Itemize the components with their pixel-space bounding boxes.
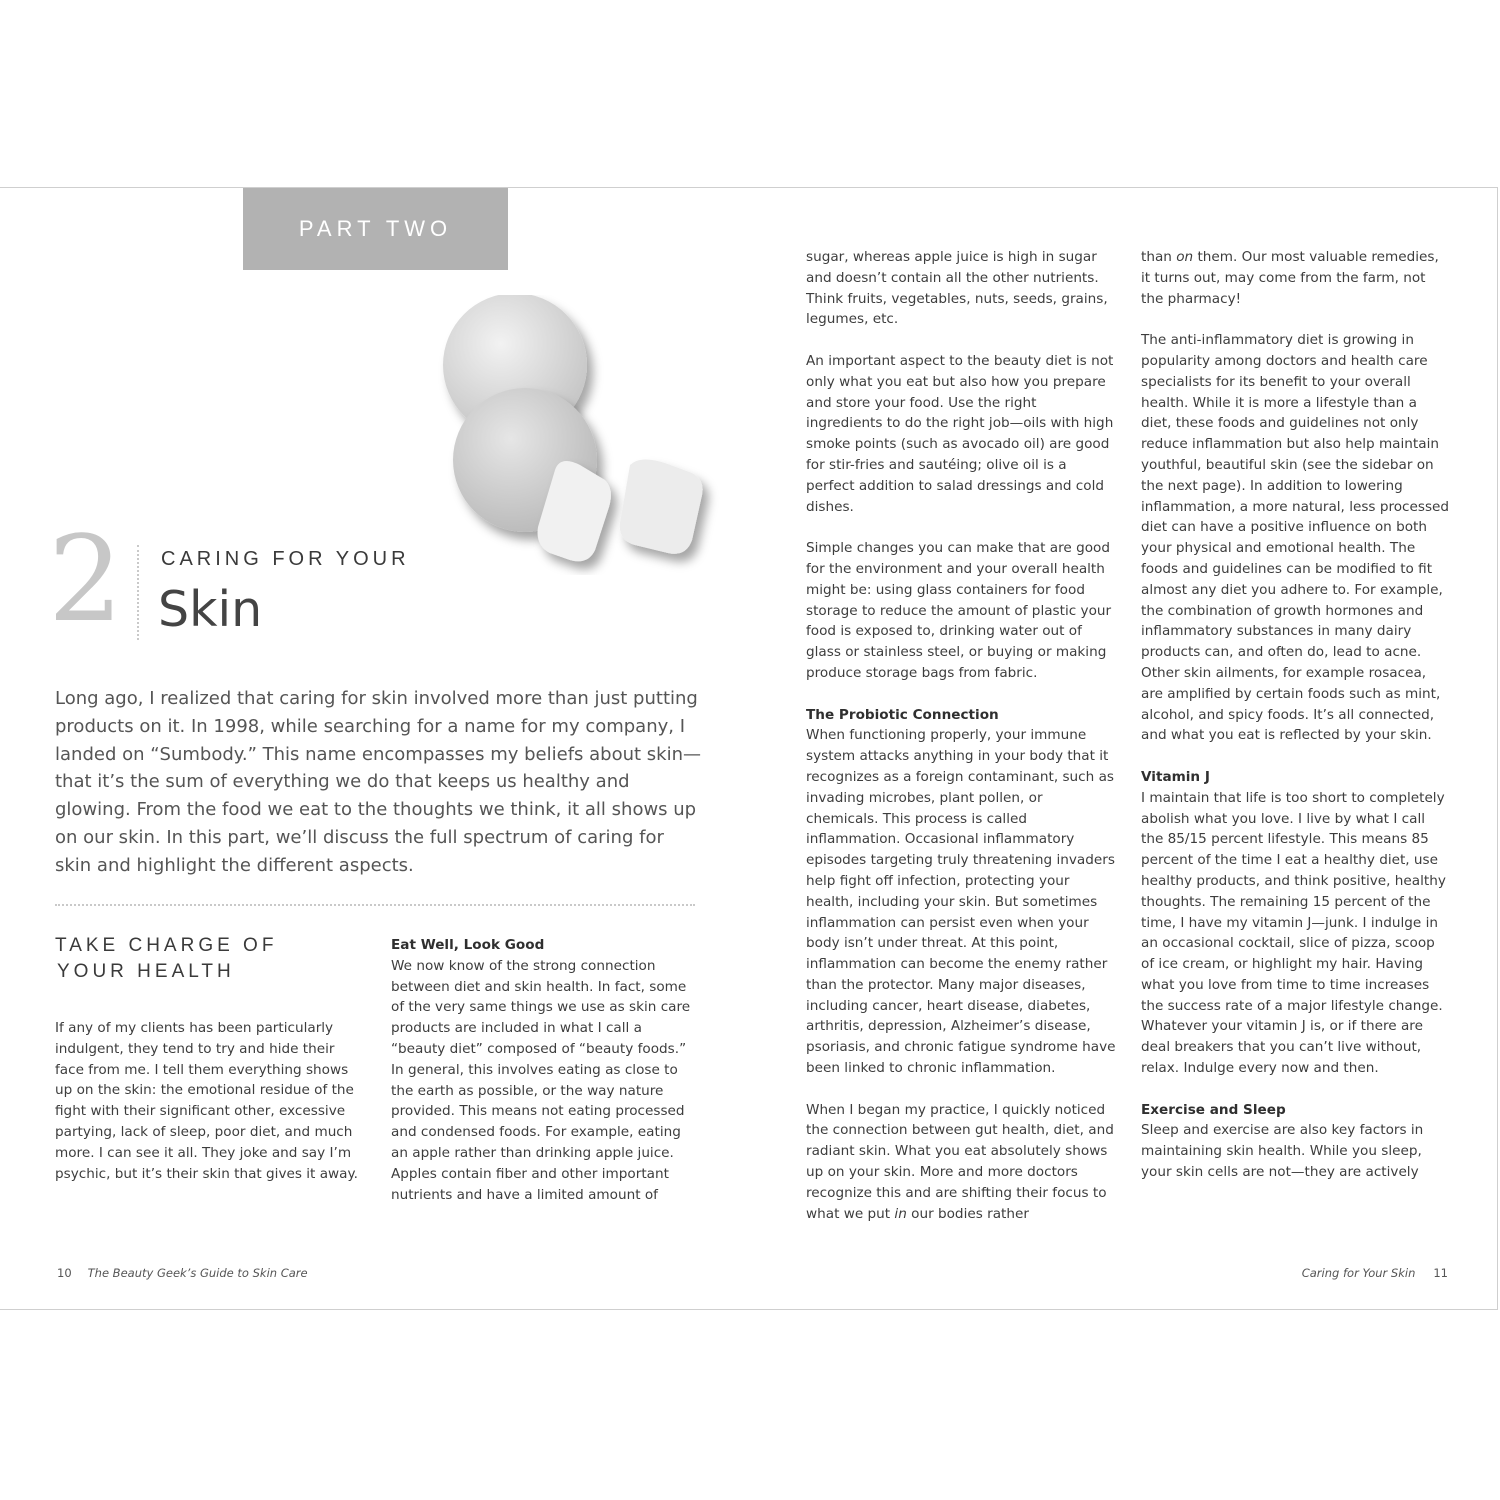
column-2 [391, 935, 696, 1226]
subheading-probiotic: The Probiotic Connection [806, 706, 999, 723]
paragraph: We now know of the strong connection between diet and skin health. In fact, some of the very same things we use as skin care products are included in what I call a “beauty diet” composed of “beauty foods.” In general, this involves eating as close to the earth as possible, or the way nature provided. This means not eating processed and condensed foods. For example, eating an apple rather than drinking apple juice. Apples contain fiber and other important nutrients and have a limited amount of [391, 957, 691, 1203]
paragraph: If any of my clients has been particularly indulgent, they tend to try and hide their face from me. I tell them everything shows up on the skin: the emotional residue of the fight with their significant other, excessive partying, lack of sleep, poor diet, and much more. I can see it all. They joke and say I’m psychic, but it’s their skin that gives it away. [55, 1020, 358, 1182]
running-title-left: The Beauty Geek’s Guide to Skin Care [87, 1266, 308, 1280]
paragraph: than on them. Our most valuable remedies, it turns out, may come from the farm, not the pharmacy! [1141, 249, 1439, 307]
paragraph: Sleep and exercise are also key factors in maintaining skin health. While you sleep, your skin cells are not—they are actively [1141, 1122, 1424, 1181]
section-title [55, 933, 355, 985]
subheading-eat-well: Eat Well, Look Good [391, 937, 545, 953]
paragraph: Simple changes you can make that are good for the environment and your overall health might be: using glass containers for food storage to reduce the amount of plastic your food is exposed to, drinking water out of glass or stainless steel, or buying or making produce storage bags from fabric. [806, 540, 1112, 681]
section-title-line1: TAKE CHARGE OF [55, 935, 278, 956]
footer-right [1302, 1266, 1448, 1280]
sponges-photo [430, 295, 730, 575]
subheading-exercise-sleep: Exercise and Sleep [1141, 1101, 1286, 1118]
running-title-right: Caring for Your Skin [1301, 1266, 1416, 1280]
paragraph: An important aspect to the beauty diet is not only what you eat but also how you prepare and store your food. Use the right ingredients to do the right job—oils with high smoke points (such as avocado oil) are good for stir-fries and sautéing; olive oil is a perfect addition to salad dressings and cold dishes. [806, 352, 1114, 515]
paragraph: The anti-inflammatory diet is growing in popularity among doctors and health care specialists for its benefit to your overall health. While it is more a lifestyle than a diet, these foods and guidelines not only reduce inflammation but also help maintain youthful, beautiful skin (see the sidebar on the next page). In addition to lowering inflammation, a more natural, less processed diet can have a positive influence on both your physical and emotional health. The foods and guidelines can be modified to fit almost any diet you adhere to. For example, the combination of growth hormones and inflammatory substances in many dairy products can, and often do, lead to acne. Other skin ailments, for example rosacea, are amplified by certain foods such as mint, alcohol, and spicy foods. It’s all connected, and what you eat is reflected by your skin. [1141, 332, 1450, 744]
column-3 [806, 247, 1116, 1245]
paragraph: When I began my practice, I quickly noticed the connection between gut health, diet, and radiant skin. What you eat absolutely shows up on your skin. More and more doctors recognize this and are shifting their focus to what we put in our bodies rather [806, 1101, 1114, 1222]
chapter-number: 2 [48, 510, 124, 648]
page-number-right: 11 [1433, 1266, 1448, 1280]
paragraph: I maintain that life is too short to completely abolish what you love. I live by what I call the 85/15 percent lifestyle. This means 85 percent of the time I eat a healthy diet, use healthy products, and think positive, healthy thoughts. The remaining 15 percent of the time, I have my vitamin J—junk. I indulge in an occasional cocktail, slice of pizza, scoop of ice cream, or highlight my hair. Having what you love from time to time increases the success rate of a major lifestyle change. Whatever your vitamin J is, or if there are deal breakers that you can’t live without, relax. Indulge every now and then. [1141, 789, 1446, 1077]
footer-left [57, 1266, 308, 1280]
paragraph: When functioning properly, your immune system attacks anything in your body that it recognizes as a foreign contaminant, such as invading microbes, plant pollen, or chemicals. This process is called inflammation. Occasional inflammatory episodes targeting truly threatening invaders help fight off infection, protecting your health, including your skin. But sometimes inflammation can persist even when your body isn’t under threat. At this point, inflammation can become the enemy rather than the protector. Many major diseases, including cancer, heart disease, diabetes, arthritis, depression, Alzheimer’s disease, psoriasis, and chronic fatigue syndrome have been linked to chronic inflammation. [806, 727, 1116, 1077]
subheading-vitamin-j: Vitamin J [1141, 768, 1210, 785]
chapter-title: Skin [158, 581, 263, 638]
paragraph: sugar, whereas apple juice is high in sugar and doesn’t contain all the other nutrients. Think fruits, vegetables, nuts, seeds, grains, legumes, etc. [806, 249, 1108, 328]
chapter-eyebrow: CARING FOR YOUR [161, 548, 410, 570]
intro-paragraph: Long ago, I realized that caring for skin involved more than just putting products on it. In 1998, while searching for a name for my company, I landed on “Sumbody.” This name encompasses my beliefs about skin—that it’s the sum of everything we do that keeps us healthy and glowing. From the food we eat to the thoughts we think, it all shows up on our skin. In this part, we’ll discuss the full spectrum of caring for skin and highlight the different aspects. [55, 688, 702, 876]
column-1 [55, 1018, 360, 1205]
page-number-left: 10 [57, 1266, 72, 1280]
section-title-line2: YOUR HEALTH [57, 961, 235, 982]
square-sponge-right [620, 459, 703, 553]
chapter-divider [137, 545, 139, 640]
section-divider [55, 904, 695, 906]
column-4 [1141, 247, 1451, 1204]
part-banner: PART TWO [243, 188, 508, 270]
